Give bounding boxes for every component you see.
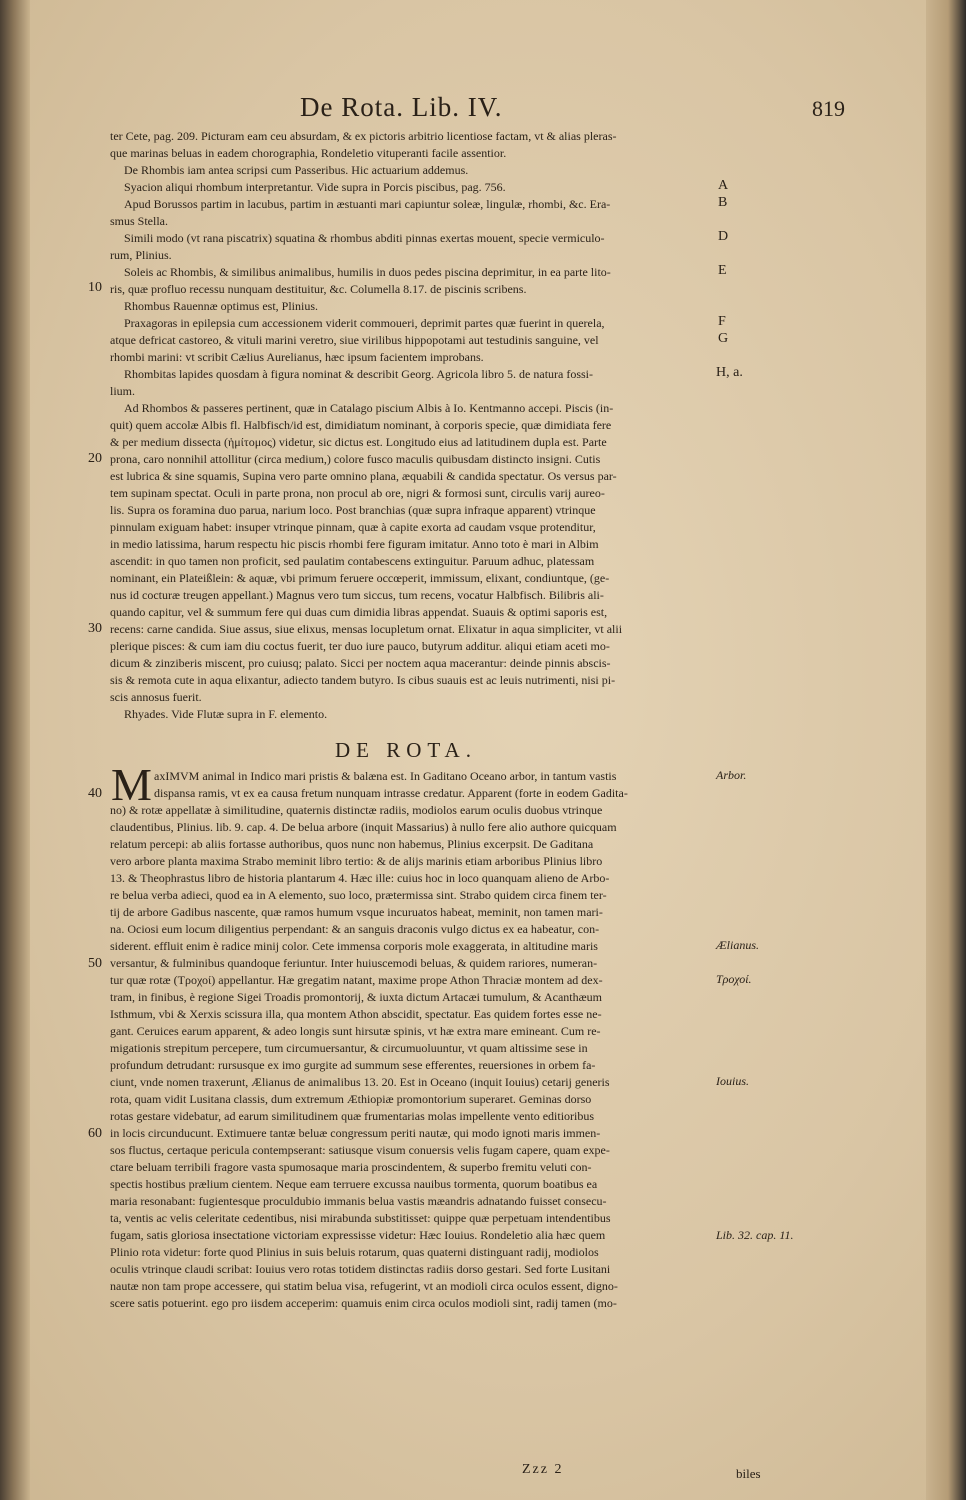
text-line: fugam, satis gloriosa insectatione victoriam expressisse videtur: Hæc Iouius. Rondeletio alia hæc quem (110, 1228, 606, 1242)
text-line: tij de arbore Gadibus nascente, quæ ramos humum vsque incuruatos habeat, meminit, non tamen mari- (110, 905, 603, 919)
text-line: scere satis potuerint. ego pro iisdem acceperim: quamuis enim circa oculos modioli sint, radij tamen (mo- (110, 1296, 617, 1310)
text-line: Simili modo (vt rana piscatrix) squatina & rhombus abditi pinnas exertas mouent, specie vermiculo- (124, 231, 605, 245)
margin-letter: G (718, 331, 729, 346)
text-line: plerique pisces: & cum iam diu coctus fuerit, ter duo iure pauco, butyrum additur. aliqui etiam aceti mo- (110, 639, 610, 653)
text-line: Rhombitas lapides quosdam à figura nominat & describit Georg. Agricola libro 5. de natura fossi- (124, 367, 594, 381)
text-line: Syacion aliqui rhombum interpretantur. Vide supra in Porcis piscibus, pag. 756. (124, 180, 506, 194)
margin-letter: B (718, 195, 728, 210)
text-line: nautæ non tam prope accessere, qui statim belua visa, refugerint, vt an modioli circa oculos essent, digno- (110, 1279, 618, 1293)
drop-cap: M (111, 759, 152, 810)
text-line: ris, quæ profluo recessu nunquam destituitur, &c. Columella 8.17. de piscinis scribens. (110, 282, 527, 296)
text-line: lium. (110, 384, 136, 398)
text-line: siderent. effluit enim è radice minij color. Cete immensa corporis mole exaggerata, in altitudine maris (110, 939, 598, 953)
text-line: in medio latissima, harum respectu hic piscis rhombi fere figuram imitatur. Anno toto è mari in Albim (110, 537, 599, 551)
text-line: claudentibus, Plinius. lib. 9. cap. 4. De belua arbore (inquit Massarius) à nullo fere alio authore quicquam (110, 820, 617, 834)
text-line: no) & rotæ appellatæ à similitudine, quaternis distinctæ radiis, modiolos earum oculis duobus vtrinque (110, 803, 603, 817)
text-line: axIMVM animal in Indico mari pristis & balæna est. In Gaditano Oceano arbor, in tantum vastis (154, 769, 617, 783)
text-line: recens: carne candida. Siue assus, siue elixus, mensas locupletum ornat. Elixatur in aqua simpliciter, vt alii (110, 622, 623, 636)
text-line: sis & remota cute in aqua elixantur, adiecto tandem butyro. Is cibus suauis est ac leuis nutrimenti, nisi pi- (110, 673, 616, 687)
text-line: ter Cete, pag. 209. Picturam eam ceu absurdam, & ex pictoris arbitrio licentiose factam, vt & alias pleras- (110, 129, 617, 143)
text-line: spectis hostibus prælium cientem. Neque eam terruere excussa nauibus tormenta, quorum boatibus ea (110, 1177, 598, 1191)
text-line: ciunt, vnde nomen traxerunt, Ælianus de animalibus 13. 20. Est in Oceano (inquit Iouius) cetarij generis (110, 1075, 610, 1089)
page-gutter (0, 0, 30, 1500)
text-line: relatum percepi: ab aliis fortasse authoribus, quos nunc non habemus, Plinius excerpsit. De Gaditana (110, 837, 594, 851)
text-line: tur quæ rotæ (Τροχοί) appellantur. Hæ gregatim natant, maxime prope Athon Thraciæ montem ad dex- (110, 973, 603, 987)
text-line: re belua verba adieci, quod ea in A elemento, suo loco, prætermissa sint. Strabo quidem circa finem ter- (110, 888, 607, 902)
section-heading: DE ROTA. (335, 738, 477, 762)
text-line: que marinas beluas in eadem chorographia, Rondeletio vituperanti facile assentior. (110, 146, 507, 160)
text-line: Ad Rhombos & passeres pertinent, quæ in Catalago piscium Albis à Io. Kentmanno accepi. Piscis (in- (124, 401, 614, 415)
line-number: 40 (88, 786, 102, 801)
line-number: 20 (88, 451, 102, 466)
page-number: 819 (812, 96, 845, 121)
text-line: oculis vtrinque claudi scribat: Iouius vero rotas totidem distinctas radiis dorso gestari. Sed forte Lusitani (110, 1262, 611, 1276)
text-line: tram, in finibus, è regione Sigei Troadis promontorij, & iuxta dictum Artacæi tumulum, & Acanthæum (110, 990, 602, 1004)
text-line: quando capitur, vel & summum fere qui duas cum dimidia libras appendat. Suauis & optimi saporis est, (110, 605, 608, 619)
line-number: 30 (88, 621, 102, 636)
text-line: migationis strepitum percepere, tum circumuersantur, & circumuoluuntur, vt quam altissime sese in (110, 1041, 588, 1055)
text-line: profundum detrudant: rursusque ex imo gurgite ad summum sese efferentes, reuersiones in orbem fa- (110, 1058, 596, 1072)
text-line: Soleis ac Rhombis, & similibus animalibus, humilis in duos pedes piscina deprimitur, in ea parte lito- (124, 265, 611, 279)
margin-letter: A (718, 178, 729, 193)
text-line: Rhyades. Vide Flutæ supra in F. elemento. (124, 707, 328, 721)
text-line: rotas gestare videbatur, ad earum similitudinem quæ frumentarias molas impellente vento editioribus (110, 1109, 595, 1123)
text-line: smus Stella. (110, 214, 169, 228)
text-line: in locis circunducunt. Extimuere tantæ beluæ congressum periti nautæ, qui modo ignoti maris immen- (110, 1126, 601, 1140)
text-line: vero arbore planta maxima Strabo meminit libro tertio: & de alijs marinis etiam arboribus Plinius libro (110, 854, 603, 868)
running-title: De Rota. Lib. IV. (300, 92, 503, 122)
margin-gloss: Lib. 32. cap. 11. (716, 1228, 794, 1242)
text-line: Praxagoras in epilepsia cum accessionem viderit commoueri, deprimit partes quæ fuerint in querela, (124, 316, 605, 330)
text-line: rum, Plinius. (110, 248, 172, 262)
line-number: 50 (88, 956, 102, 971)
text-line: est lubrica & sine squamis, Supina vero parte omnino plana, æquabili & candida spectatur. Os versus par- (110, 469, 617, 483)
text-line: prona, caro nonnihil attollitur (circa medium,) colore fusco maculis quibusdam distincto insigni. Cutis (110, 452, 601, 466)
line-number: 10 (88, 280, 102, 295)
text-line: sos fluctus, certaque pericula contempserant: satiusque visum conuersis velis fugam capere, quam expe- (110, 1143, 610, 1157)
text-line: dispansa ramis, vt ex ea causa fretum nunquam intrasse credatur. Apparent (forte in eodem Gadita- (154, 786, 628, 800)
text-line: atque defricat castoreo, & vituli marini veretro, siue virilibus hippopotami aut testudinis sanguine, vel (110, 333, 599, 347)
text-line: quit) quem accolæ Albis fl. Halbfisch/id est, dimidiatum nominant, à corporis specie, quæ dimidiata fere (110, 418, 612, 432)
text-line: rota, quam vidit Lusitana classis, dum extremum Æthiopiæ promontorium superaret. Geminas dorso (110, 1092, 592, 1106)
margin-gloss: Τροχοί. (716, 972, 752, 986)
text-line: versantur, & fulminibus quandoque feriuntur. Inter huiuscemodi beluas, & quidem rariores, numeran- (110, 956, 598, 970)
text-line: 13. & Theophrastus libro de historia plantarum 4. Hæc ille: cuius hoc in loco quanquam alieno de Arbo- (110, 871, 610, 885)
text-line: Plinio rota videtur: forte quod Plinius in suis beluis rotarum, quas quaterni distinguant radij, modiolos (110, 1245, 599, 1259)
text-line: gant. Ceruices earum apparent, & adeo longis sunt hirsutæ spinis, vt hæ extra mare emineant. Cum re- (110, 1024, 601, 1038)
text-line: lis. Supra os foramina duo parua, narium loco. Post branchias (quæ supra infraque apparent) vtrinque (110, 503, 596, 517)
text-line: ta, ventis ac velis celeritate cedentibus, nisi mirabunda substitisset: quippe quæ perpetuam intendentibus (110, 1211, 611, 1225)
text-line: rhombi marini: vt scribit Cælius Aurelianus, hæc ipsum facientem improbans. (110, 350, 484, 364)
page-fore-edge (926, 0, 966, 1500)
margin-gloss: Arbor. (716, 768, 747, 782)
margin-gloss: Ælianus. (716, 938, 760, 952)
margin-letter: H, a. (716, 365, 743, 380)
text-line: ctare beluam terribili fragore vasta spumosaque maria proscindentem, & superbo fremitu veluti con- (110, 1160, 592, 1174)
margin-letter: D (718, 229, 729, 244)
text-line: pinnulam exiguam habet: insuper vtrinque pinnam, quæ à capite exorta ad caudam vsque protenditur, (110, 520, 596, 534)
text-line: nus id cocturæ treugen appellant.) Magnus vero tum siccus, tum recens, vocatur Halbfisch. Bilibris ali- (110, 588, 604, 602)
text-line: scis annosus fuerit. (110, 690, 202, 704)
text-line: Rhombus Rauennæ optimus est, Plinius. (124, 299, 319, 313)
text-line: tem supinam spectat. Oculi in parte prona, non procul ab ore, nigri & formosi sunt, circulis varij aureo- (110, 486, 605, 500)
text-line: dicum & zinziberis miscent, pro cuiusq; palato. Sicci per noctem aqua macerantur: deinde pinnis abscis- (110, 656, 611, 670)
margin-letter: F (718, 314, 726, 329)
text-line: maria resonabant: fugientesque proculdubio immanis belua vastis mæandris adnatando fuisset consecu- (110, 1194, 607, 1208)
margin-letter: E (718, 263, 727, 278)
text-line: De Rhombis iam antea scripsi cum Passeribus. Hic actuarium addemus. (124, 163, 469, 177)
text-line: Isthmum, vbi & Xerxis scissura illa, qua montem Athon abscidit, spectatur. Eas quidem fortes esse ne- (110, 1007, 602, 1021)
text-line: Apud Borussos partim in lacubus, partim in æstuanti mari capiuntur soleæ, lingulæ, rhombi, &c. Era- (124, 197, 611, 211)
signature-mark: Zzz 2 (522, 1462, 564, 1477)
margin-gloss: Iouius. (716, 1074, 749, 1088)
catchword: biles (736, 1466, 761, 1481)
line-number: 60 (88, 1126, 102, 1141)
text-line: na. Ociosi eum locum diligentius perpendant: & an sanguis draconis vulgo dictus ex ea habeatur, con- (110, 922, 600, 936)
text-line: nominant, ein Plateißlein: & aquæ, vbi primum feruere occœperit, immissum, elixant, condiuntque, (ge- (110, 571, 610, 585)
text-line: ascendit: in quo tamen non proficit, sed paulatim contabescens extinguitur. Paruum adhuc, platessam (110, 554, 595, 568)
text-line: & per medium dissecta (ἡμίτομος) videtur, sic dictus est. Longitudo eius ad latitudinem dupla est. Parte (110, 435, 607, 449)
